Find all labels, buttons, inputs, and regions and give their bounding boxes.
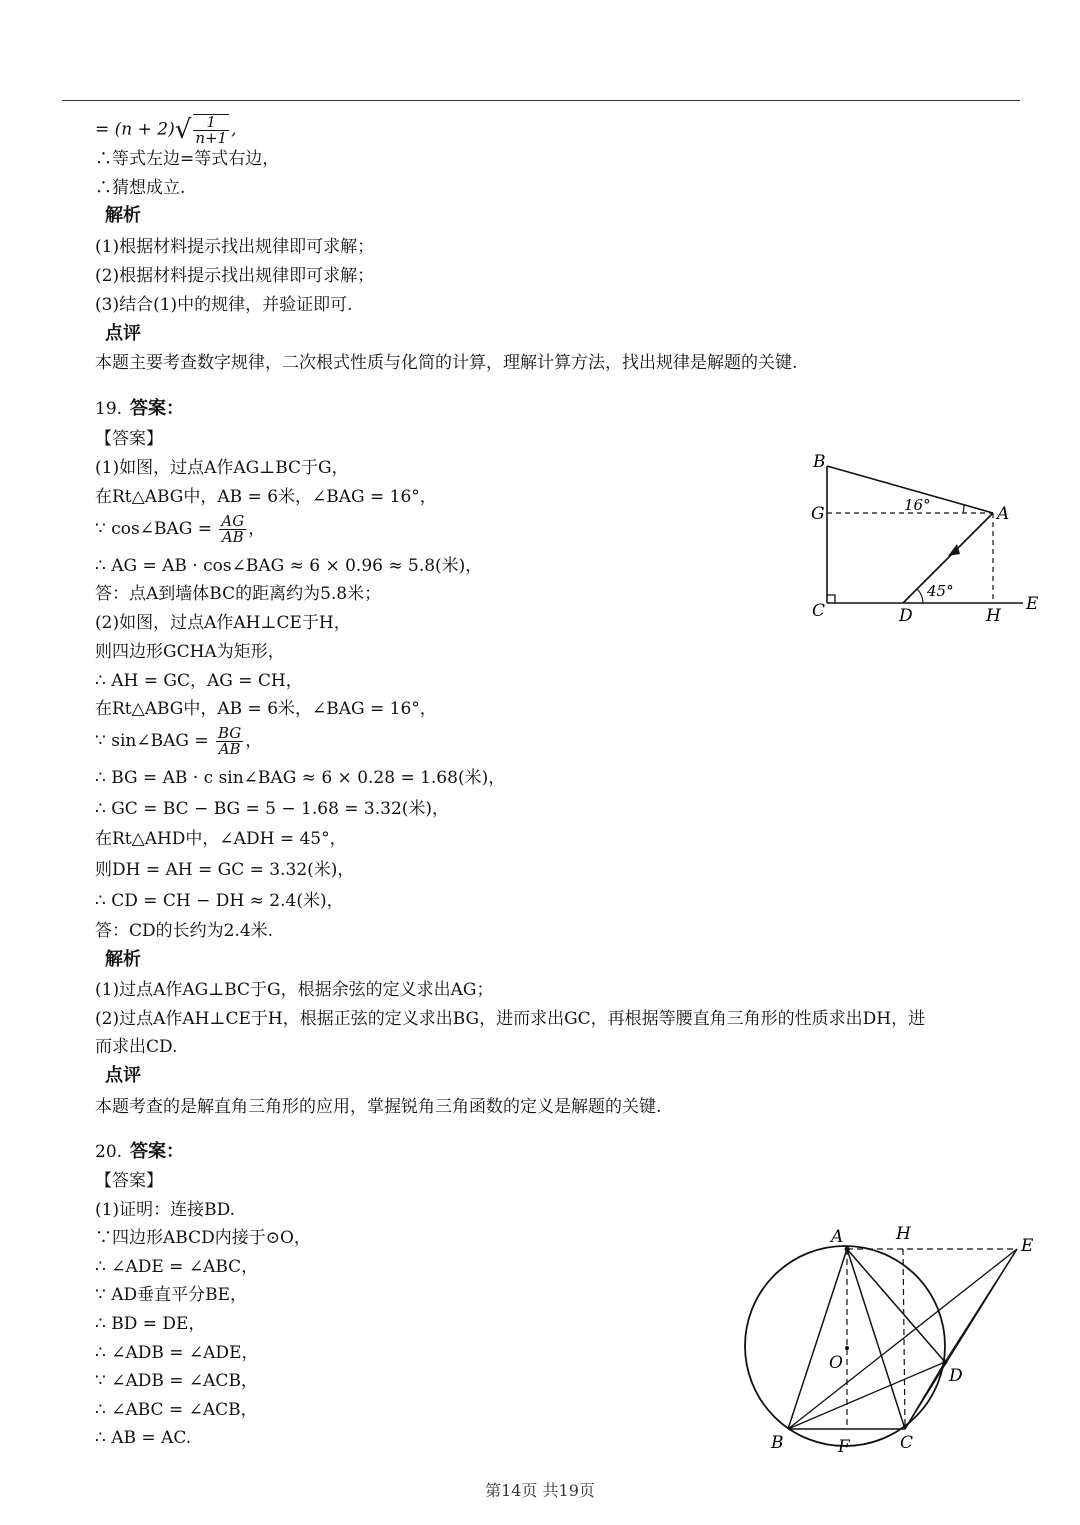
sin-fraction <box>216 726 243 757</box>
analysis-heading: 解析 <box>105 949 141 970</box>
label-A: A <box>831 1227 844 1247</box>
label-H: H <box>896 1224 911 1244</box>
solution-line: ∴ ∠ABC = ∠ACB， <box>95 1400 258 1420</box>
fraction-denominator: AB <box>218 740 241 758</box>
equation-prefix: = (n + 2) <box>95 119 175 140</box>
arrow-head <box>948 544 960 556</box>
text-line: ∴猜想成立. <box>95 178 186 198</box>
solution-line: (1)如图，过点A作AG⊥BC于G， <box>95 458 349 478</box>
question-title: 答案： <box>130 1141 185 1162</box>
label-C: C <box>812 601 826 621</box>
cos-fraction <box>219 514 246 545</box>
label-A: A <box>997 504 1010 524</box>
solution-line: ∴ ∠ADB = ∠ADE， <box>95 1343 259 1363</box>
solution-line: (1)证明：连接BD. <box>95 1200 236 1220</box>
text-line: ∴等式左边=等式右边， <box>95 149 280 169</box>
angle-arc-45 <box>917 589 923 603</box>
wall-ladder-figure <box>805 448 1045 628</box>
analysis-item: (2)过点A作AH⊥CE于H，根据正弦的定义求出BG，进而求出GC，再根据等腰直角三角形的性质求出DH，进 <box>95 1009 926 1029</box>
fraction-denominator: AB <box>221 528 244 546</box>
label-D: D <box>949 1366 963 1386</box>
segment-AC <box>847 1249 905 1429</box>
solution-line: 则四边形GCHA为矩形， <box>95 642 285 662</box>
label-H: H <box>986 606 1001 626</box>
question-number: 19. <box>95 399 123 419</box>
analysis-item: 而求出CD. <box>95 1037 178 1057</box>
label-F: F <box>838 1437 850 1457</box>
solution-line: ∵ AD垂直平分BE， <box>95 1285 248 1305</box>
solution-line: 在Rt△ABG中，AB = 6米，∠BAG = 16°， <box>95 487 437 507</box>
answer-tag: 【答案】 <box>95 429 163 449</box>
comment-text: 本题考查的是解直角三角形的应用，掌握锐角三角函数的定义是解题的关键. <box>95 1097 662 1117</box>
fraction-suffix: ， <box>245 731 263 751</box>
circle-O <box>745 1246 945 1446</box>
solution-line: 答：CD的长约为2.4米. <box>95 921 274 941</box>
comment-heading: 点评 <box>105 323 141 344</box>
point-D <box>943 1360 948 1365</box>
comment-text: 本题主要考查数字规律，二次根式性质与化简的计算，理解计算方法，找出规律是解题的关键. <box>95 353 798 373</box>
solution-line-cos <box>95 514 265 545</box>
angle-45-label: 45° <box>927 582 954 600</box>
segment-CE <box>905 1249 1017 1429</box>
label-C: C <box>900 1433 914 1453</box>
solution-line: ∴ ∠ADE = ∠ABC， <box>95 1257 259 1277</box>
solution-line: (2)如图，过点A作AH⊥CE于H， <box>95 613 351 633</box>
label-D: D <box>899 606 913 626</box>
solution-line: ∴ GC = BC − BG = 5 − 1.68 = 3.32(米)， <box>95 799 450 819</box>
sqrt-sign: √ <box>174 115 192 145</box>
label-G: G <box>811 504 825 524</box>
solution-line: ∴ BG = AB · c sin∠BAG ≈ 6 × 0.28 = 1.68(米)， <box>95 768 506 788</box>
fraction-numerator: BG <box>217 724 242 742</box>
label-E: E <box>1021 1236 1034 1256</box>
cos-prefix: ∵ cos∠BAG = <box>95 519 218 539</box>
question-title: 答案： <box>130 398 185 419</box>
solution-line-sin <box>95 726 262 757</box>
equation-line <box>95 114 237 146</box>
header-rule <box>62 100 1020 101</box>
solution-line: ∴ BD = DE， <box>95 1314 206 1334</box>
analysis-item: (3)结合(1)中的规律，并验证即可. <box>95 295 353 315</box>
label-O: O <box>829 1353 843 1373</box>
question-20-header <box>95 1140 184 1164</box>
point-O <box>845 1346 849 1350</box>
solution-line: 在Rt△AHD中，∠ADH = 45°， <box>95 829 347 849</box>
solution-line: 答：点A到墙体BC的距离约为5.8米； <box>95 584 382 604</box>
segment-AB <box>788 1249 847 1429</box>
sin-prefix: ∵ sin∠BAG = <box>95 731 214 751</box>
question-19-header <box>95 397 184 421</box>
equation-suffix: , <box>231 119 237 140</box>
sqrt-fraction <box>193 114 229 146</box>
solution-line: 在Rt△ABG中，AB = 6米，∠BAG = 16°， <box>95 699 437 719</box>
fraction-numerator: 1 <box>193 115 229 131</box>
label-E: E <box>1026 594 1039 614</box>
comment-heading: 点评 <box>105 1065 141 1086</box>
analysis-item: (1)过点A作AG⊥BC于G，根据余弦的定义求出AG； <box>95 980 494 1000</box>
segment-AD <box>847 1249 945 1362</box>
label-B: B <box>771 1433 784 1453</box>
angle-arc-16 <box>963 505 964 513</box>
segment-BD <box>788 1362 945 1429</box>
solution-line: ∴ AG = AB · cos∠BAG ≈ 6 × 0.96 ≈ 5.8(米)， <box>95 556 483 576</box>
label-B: B <box>813 452 826 472</box>
analysis-heading: 解析 <box>105 205 141 226</box>
page-footer: 第14页 共19页 <box>485 1481 595 1500</box>
analysis-item: (2)根据材料提示找出规律即可求解； <box>95 266 375 286</box>
solution-line: ∴ CD = CH − DH ≈ 2.4(米)， <box>95 891 344 911</box>
segment-BE <box>788 1249 1017 1429</box>
answer-tag: 【答案】 <box>95 1171 163 1191</box>
solution-line: ∵ ∠ADB = ∠ACB， <box>95 1371 258 1391</box>
solution-line: ∵四边形ABCD内接于⊙O， <box>95 1228 311 1248</box>
solution-line: ∴ AB = AC. <box>95 1428 192 1448</box>
right-angle-mark <box>827 595 835 603</box>
question-number: 20. <box>95 1142 123 1162</box>
fraction-denominator: n+1 <box>195 129 228 147</box>
solution-line: 则DH = AH = GC = 3.32(米)， <box>95 860 355 880</box>
fraction-suffix: ， <box>248 519 266 539</box>
analysis-item: (1)根据材料提示找出规律即可求解； <box>95 237 375 257</box>
circle-figure <box>735 1218 1045 1463</box>
point-A <box>845 1247 850 1252</box>
angle-16-label: 16° <box>904 496 931 514</box>
fraction-numerator: AG <box>221 512 245 530</box>
solution-line: ∴ AH = GC，AG = CH， <box>95 671 303 691</box>
